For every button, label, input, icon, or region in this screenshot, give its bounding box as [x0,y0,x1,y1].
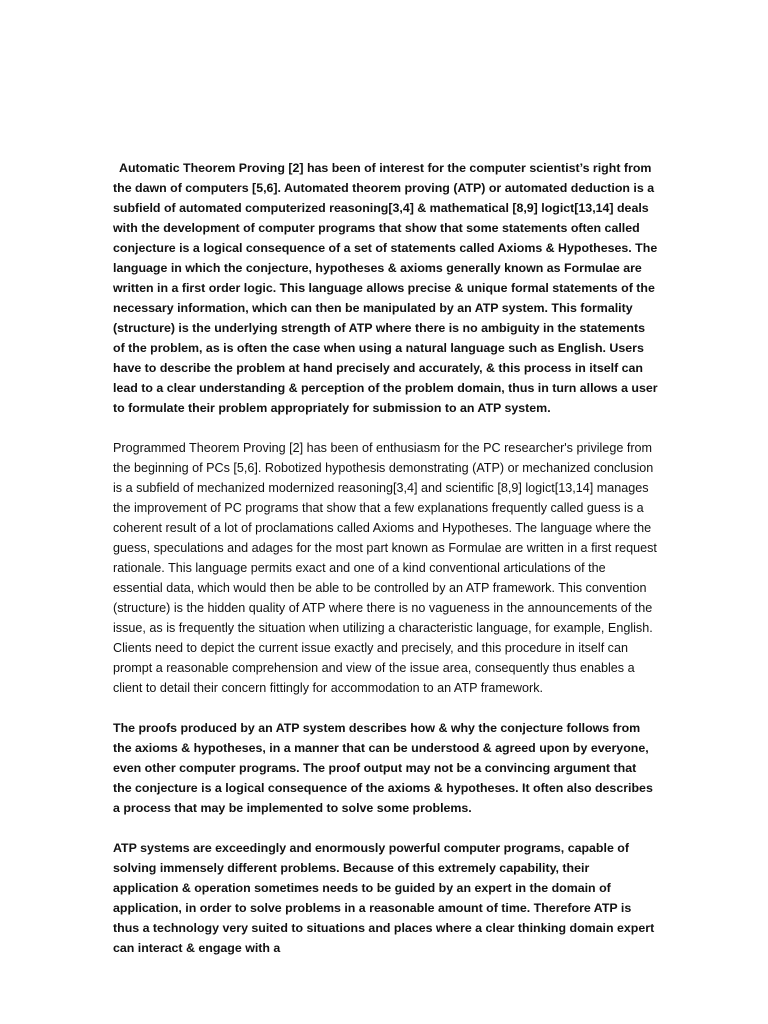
paragraph-2: Programmed Theorem Proving [2] has been of enthusiasm for the PC researcher's privilege from the beginning of PCs [5,6]. Robotized hypothesis demonstrating (ATP) or mechanized conclusion is a subfield of mechanized modernized reasoning[3,4] and scientific [8,9] logict[13,14] manages the improvement of PC programs that show that a few explanations frequently called guess is a coherent result of a lot of proclamations called Axioms and Hypotheses. The language where the guess, speculations and adages for the most part known as Formulae are written in a first request rationale. This language permits exact and one of a kind conventional articulations of the essential data, which would then be able to be controlled by an ATP framework. This convention (structure) is the hidden quality of ATP where there is no vagueness in the announcements of the issue, as is frequently the situation when utilizing a characteristic language, for example, English. Clients need to depict the current issue exactly and precisely, and this procedure in itself can prompt a reasonable comprehension and view of the issue area, consequently thus enables a client to detail their concern fittingly for accommodation to an ATP framework. [113,441,657,695]
paragraph-1: Automatic Theorem Proving [2] has been of interest for the computer scientist’s right from the dawn of computers [5,6]. Automated theorem proving (ATP) or automated deduction is a subfield of automated computerized reasoning[3,4] & mathematical [8,9] logict[13,14] deals with the development of computer programs that show that some statements often called conjecture is a logical consequence of a set of statements called Axioms & Hypotheses. The language in which the conjecture, hypotheses & axioms generally known as Formulae are written in a first order logic. This language allows precise & unique formal statements of the necessary information, which can then be manipulated by an ATP system. This formality (structure) is the underlying strength of ATP where there is no ambiguity in the statements of the problem, as is often the case when using a natural language such as English. Users have to describe the problem at hand precisely and accurately, & this process in itself can lead to a clear understanding & perception of the problem domain, thus in turn allows a user to formulate their problem appropriately for submission to an ATP system. [113,161,658,415]
document-body [113,158,658,978]
paragraph-3: The proofs produced by an ATP system describes how & why the conjecture follows from the axioms & hypotheses, in a manner that can be understood & agreed upon by everyone, even other computer programs. The proof output may not be a convincing argument that the conjecture is a logical consequence of the axioms & hypotheses. It often also describes a process that may be implemented to solve some problems. [113,721,653,815]
paragraph-4: ATP systems are exceedingly and enormously powerful computer programs, capable of solving immensely different problems. Because of this extremely capability, their application & operation sometimes needs to be guided by an expert in the domain of application, in order to solve problems in a reasonable amount of time. Therefore ATP is thus a technology very suited to situations and places where a clear thinking domain expert can interact & engage with a [113,841,655,955]
